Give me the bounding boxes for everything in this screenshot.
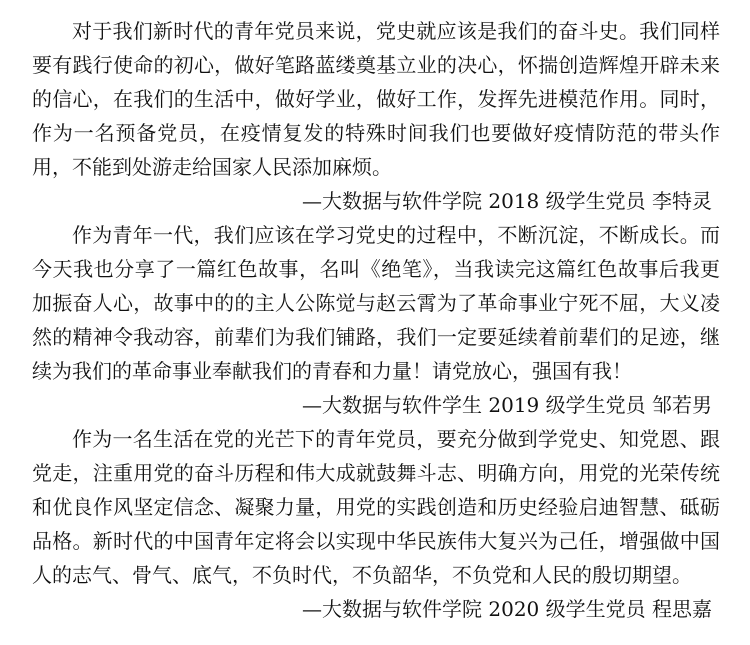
reflection-paragraph-1: 对于我们新时代的青年党员来说，党史就应该是我们的奋斗史。我们同样要有践行使命的初心，做好笔路蓝缕奠基立业的决心，怀揣创造辉煌开辟未来的信心，在我们的生活中，做好学业，做好工作，发挥先进模范作用。同时，作为一名预备党员，在疫情复发的特殊时间我们也要做好疫情防范的带头作用，不能到处游走给国家人民添加麻烦。 (32, 19, 720, 179)
reflection-paragraph-2: 作为青年一代，我们应该在学习党史的过程中，不断沉淀，不断成长。而今天我也分享了一篇红色故事，名叫《绝笔》，当我读完这篇红色故事后我更加振奋人心，故事中的的主人公陈觉与赵云霄为了革命事业宁死不屈，大义凌然的精神令我动容，前辈们为我们铺路，我们一定要延续着前辈们的足迹，继续为我们的革命事业奉献我们的青春和力量！请党放心，强国有我！ (32, 223, 720, 383)
reflection-paragraph-3: 作为一名生活在党的光芒下的青年党员，要充分做到学党史、知党恩、跟党走，注重用党的奋斗历程和伟大成就鼓舞斗志、明确方向，用党的光荣传统和优良作风坚定信念、凝聚力量，用党的实践创造和历史经验启迪智慧、砥砺品格。新时代的中国青年定将会以实现中华民族伟大复兴为己任，增强做中国人的志气、骨气、底气，不负时代，不负韶华，不负党和人民的殷切期望。 (32, 427, 720, 587)
signature-3: —大数据与软件学院 2020 级学生党员 程思嘉 (302, 597, 712, 621)
document-body (32, 14, 720, 626)
signature-1: —大数据与软件学院 2018 级学生党员 李特灵 (302, 189, 712, 213)
signature-2: —大数据与软件学生 2019 级学生党员 邹若男 (302, 393, 712, 417)
